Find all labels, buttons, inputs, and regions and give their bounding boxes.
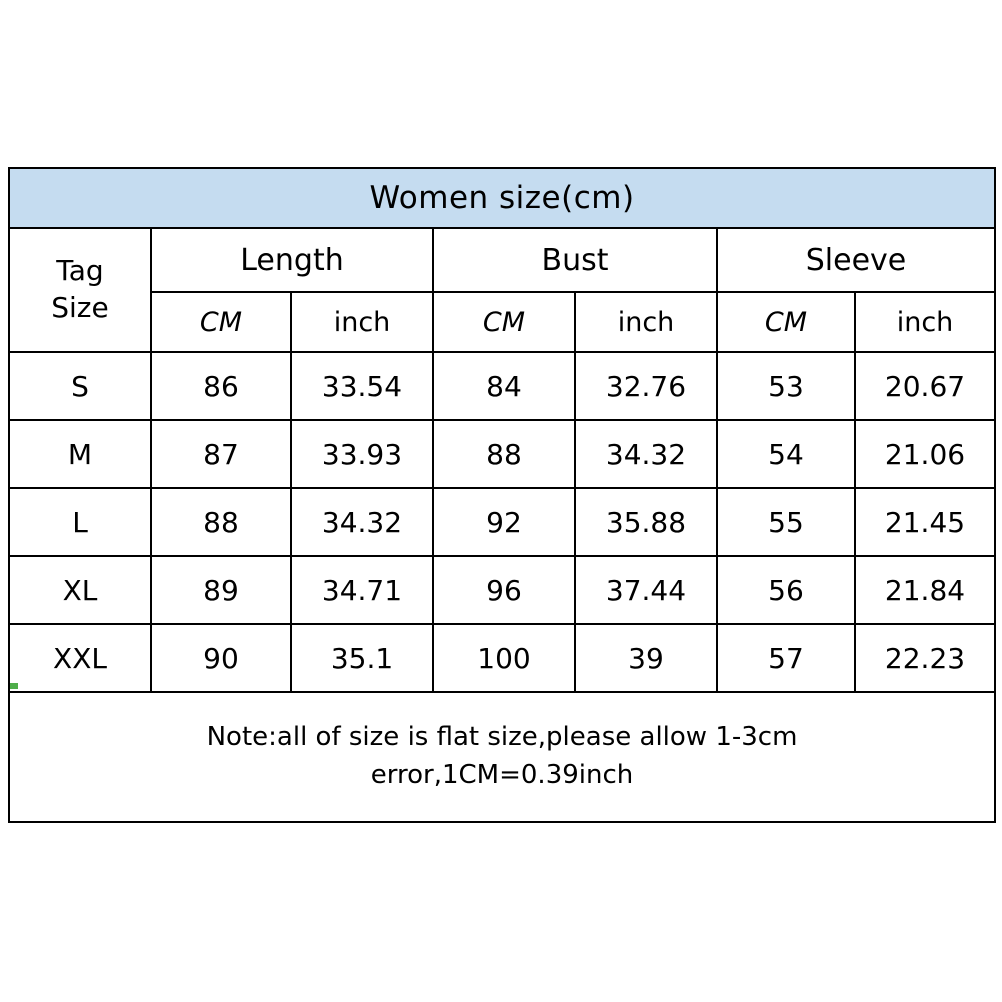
cell-sleeve-cm: 55 <box>717 488 855 556</box>
group-header-row <box>9 228 995 292</box>
women-size-table <box>8 167 996 823</box>
cell-bust-inch: 34.32 <box>575 420 717 488</box>
row-size-label: L <box>9 488 151 556</box>
cell-bust-cm: 100 <box>433 624 575 692</box>
size-note <box>9 692 995 822</box>
group-header-bust: Bust <box>433 228 717 292</box>
green-artifact-mark <box>10 683 18 689</box>
cell-sleeve-inch: 20.67 <box>855 352 995 420</box>
cell-bust-cm: 96 <box>433 556 575 624</box>
row-size-label: XXL <box>9 624 151 692</box>
cell-bust-inch: 39 <box>575 624 717 692</box>
unit-header-bust-cm: CM <box>433 292 575 352</box>
unit-header-sleeve-cm: CM <box>717 292 855 352</box>
note-line-1: Note:all of size is flat size,please allow 1-3cm <box>206 722 798 753</box>
cell-length-cm: 87 <box>151 420 291 488</box>
group-header-length: Length <box>151 228 433 292</box>
cell-bust-cm: 92 <box>433 488 575 556</box>
table-row <box>9 488 995 556</box>
unit-header-length-cm: CM <box>151 292 291 352</box>
table-row <box>9 624 995 692</box>
cell-bust-inch: 35.88 <box>575 488 717 556</box>
tag-size-line-1: Tag <box>56 254 104 288</box>
cell-bust-cm: 84 <box>433 352 575 420</box>
size-chart-container <box>8 167 994 823</box>
cell-sleeve-inch: 21.45 <box>855 488 995 556</box>
cell-length-cm: 88 <box>151 488 291 556</box>
cell-sleeve-inch: 21.84 <box>855 556 995 624</box>
cell-length-inch: 33.54 <box>291 352 433 420</box>
cell-length-inch: 35.1 <box>291 624 433 692</box>
cell-length-inch: 33.93 <box>291 420 433 488</box>
unit-header-row <box>9 292 995 352</box>
note-row <box>9 692 995 822</box>
cell-length-inch: 34.32 <box>291 488 433 556</box>
cell-sleeve-inch: 22.23 <box>855 624 995 692</box>
table-title-row <box>9 168 995 228</box>
unit-header-length-inch: inch <box>291 292 433 352</box>
unit-header-bust-inch: inch <box>575 292 717 352</box>
cell-sleeve-cm: 53 <box>717 352 855 420</box>
row-size-label: XL <box>9 556 151 624</box>
cell-sleeve-cm: 57 <box>717 624 855 692</box>
tag-size-header <box>9 228 151 352</box>
cell-sleeve-cm: 56 <box>717 556 855 624</box>
cell-length-cm: 90 <box>151 624 291 692</box>
cell-bust-inch: 32.76 <box>575 352 717 420</box>
table-row <box>9 556 995 624</box>
group-header-sleeve: Sleeve <box>717 228 995 292</box>
cell-sleeve-inch: 21.06 <box>855 420 995 488</box>
cell-bust-inch: 37.44 <box>575 556 717 624</box>
row-size-label: S <box>9 352 151 420</box>
table-row <box>9 352 995 420</box>
cell-length-cm: 89 <box>151 556 291 624</box>
row-size-label: M <box>9 420 151 488</box>
cell-bust-cm: 88 <box>433 420 575 488</box>
cell-length-cm: 86 <box>151 352 291 420</box>
note-line-2: error,1CM=0.39inch <box>370 760 634 790</box>
table-title: Women size(cm) <box>9 168 995 228</box>
cell-length-inch: 34.71 <box>291 556 433 624</box>
table-row <box>9 420 995 488</box>
tag-size-line-2: Size <box>51 291 109 324</box>
cell-sleeve-cm: 54 <box>717 420 855 488</box>
unit-header-sleeve-inch: inch <box>855 292 995 352</box>
